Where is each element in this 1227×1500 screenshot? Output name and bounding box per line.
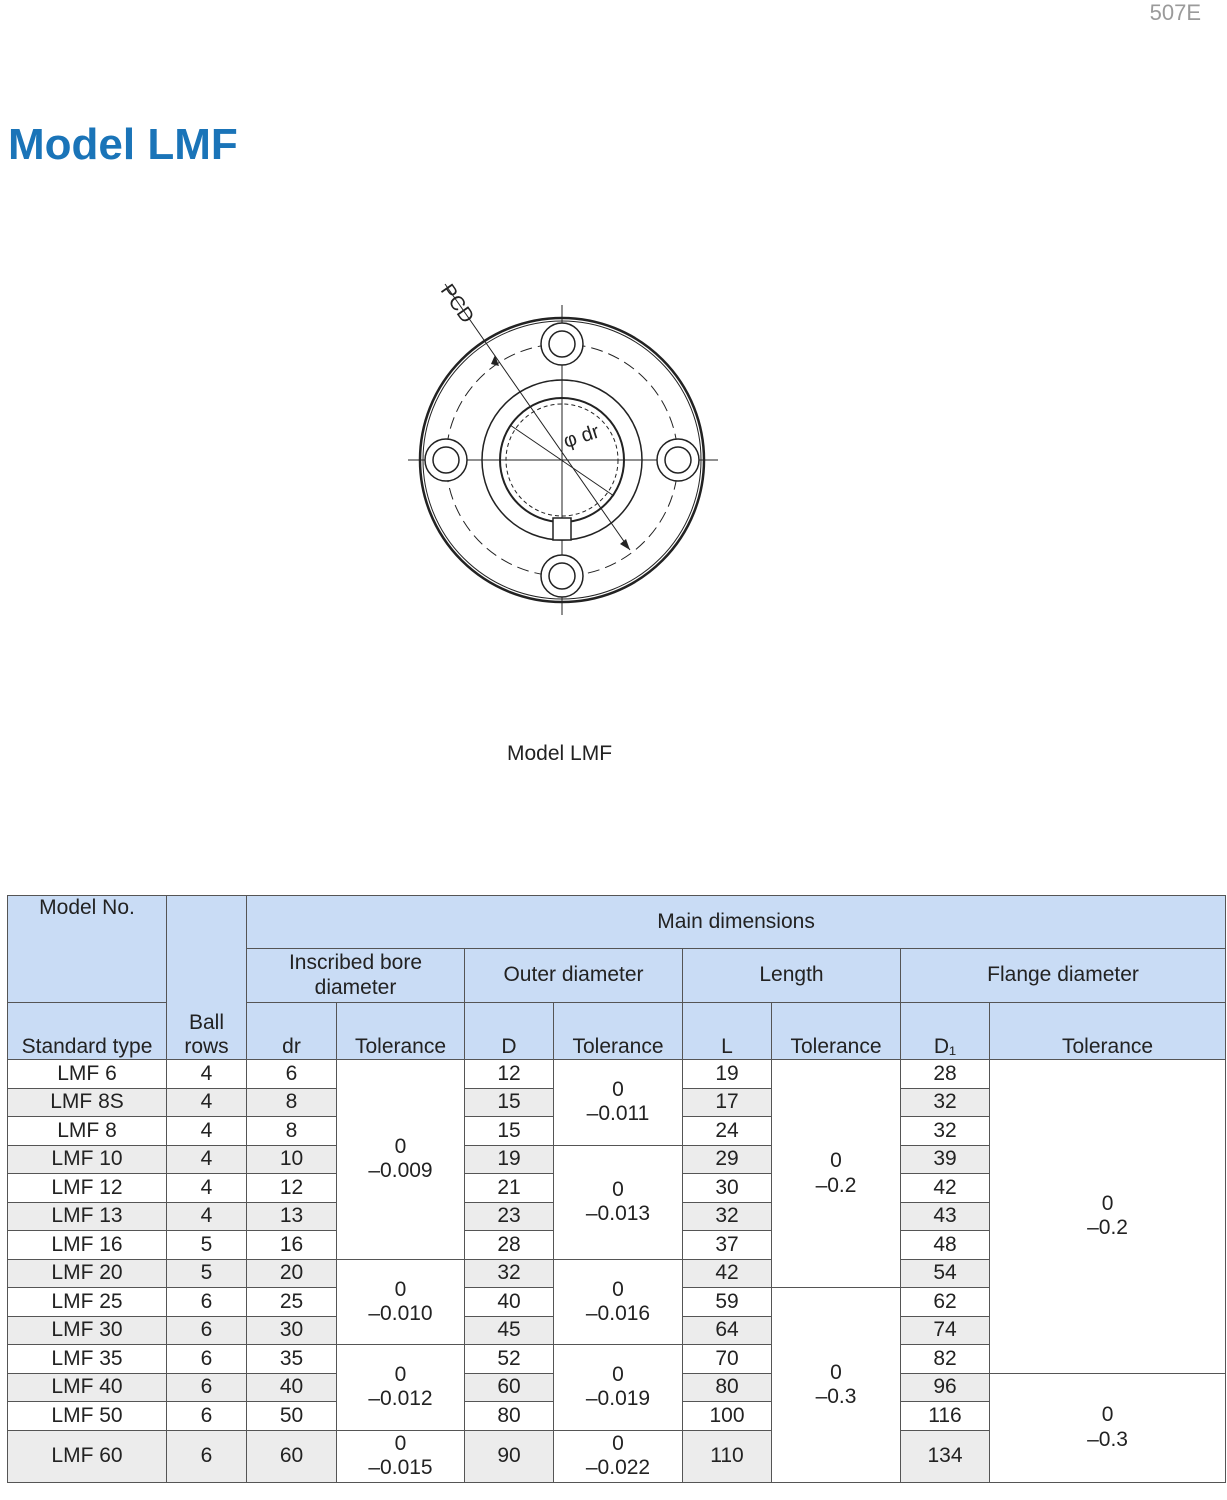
cell-D: 28 [465,1231,554,1260]
header-L: L [683,1003,772,1060]
cell-L: 24 [683,1117,772,1146]
header-ball-rows: Ball rows [167,896,247,1060]
cell-D1: 74 [901,1316,990,1345]
cell-D: 32 [465,1259,554,1288]
cell-D: 90 [465,1430,554,1482]
cell-D: 21 [465,1174,554,1203]
cell-L: 19 [683,1060,772,1089]
cell-L: 32 [683,1202,772,1231]
dr-label: φ dr [560,420,603,453]
cell-model: LMF 20 [8,1259,167,1288]
cell-D: 15 [465,1088,554,1117]
header-dr-tolerance: Tolerance [337,1003,465,1060]
cell-model: LMF 16 [8,1231,167,1260]
cell-D1: 32 [901,1088,990,1117]
tol-upper: 0 [612,1177,624,1201]
pcd-label: PCD [435,280,479,328]
cell-dr-tolerance [337,1259,465,1345]
cell-L: 100 [683,1402,772,1431]
tol-lower: –0.019 [585,1387,651,1411]
header-outer-diameter: Outer diameter [465,949,683,1003]
cell-ball-rows: 6 [167,1430,247,1482]
cell-L-tolerance [772,1288,901,1483]
cell-dr: 10 [247,1145,337,1174]
tol-upper: 0 [394,1363,407,1387]
cell-ball-rows: 6 [167,1345,247,1374]
tol-lower: –0.011 [586,1102,650,1126]
cell-D: 15 [465,1117,554,1146]
cell-dr-tolerance [337,1060,465,1260]
cell-dr: 20 [247,1259,337,1288]
cell-ball-rows: 6 [167,1402,247,1431]
cell-D: 60 [465,1373,554,1402]
cell-D1: 39 [901,1145,990,1174]
cell-model: LMF 6 [8,1060,167,1089]
header-L-tolerance: Tolerance [772,1003,901,1060]
cell-ball-rows: 6 [167,1288,247,1317]
cell-D1: 42 [901,1174,990,1203]
cell-ball-rows: 4 [167,1060,247,1089]
tol-upper: 0 [612,1431,624,1455]
cell-dr: 35 [247,1345,337,1374]
cell-D: 80 [465,1402,554,1431]
cell-L: 110 [683,1430,772,1482]
cell-model: LMF 40 [8,1373,167,1402]
cell-D1: 28 [901,1060,990,1089]
cell-model: LMF 35 [8,1345,167,1374]
cell-dr: 40 [247,1373,337,1402]
header-main-dimensions: Main dimensions [247,896,1226,949]
figure-caption: Model LMF [507,742,613,765]
cell-L: 37 [683,1231,772,1260]
tol-lower: –0.015 [368,1456,433,1479]
dimension-table [7,895,1226,1483]
cell-dr: 12 [247,1174,337,1203]
cell-D: 52 [465,1345,554,1374]
cell-ball-rows: 5 [167,1231,247,1260]
tol-upper: 0 [394,1431,407,1455]
tol-lower: –0.010 [368,1301,433,1325]
cell-D1: 116 [901,1402,990,1431]
cell-D1: 43 [901,1202,990,1231]
cell-model: LMF 13 [8,1202,167,1231]
page-title: Model LMF [8,120,238,169]
cell-D1: 32 [901,1117,990,1146]
tol-lower: –0.3 [815,1384,857,1408]
cell-D-tolerance [554,1060,683,1146]
cell-dr: 16 [247,1231,337,1260]
tol-lower: –0.009 [368,1159,433,1183]
tol-upper: 0 [612,1078,624,1102]
cell-ball-rows: 5 [167,1259,247,1288]
cell-L: 70 [683,1345,772,1374]
cell-D-tolerance [554,1259,683,1345]
cell-L: 64 [683,1316,772,1345]
cell-dr: 13 [247,1202,337,1231]
cell-model: LMF 25 [8,1288,167,1317]
cell-D1-tolerance [990,1060,1226,1374]
header-D1-tolerance: Tolerance [990,1003,1226,1060]
cell-D: 40 [465,1288,554,1317]
header-D-tolerance: Tolerance [554,1003,683,1060]
cell-ball-rows: 4 [167,1174,247,1203]
cell-D1-tolerance [990,1373,1226,1482]
cell-dr: 30 [247,1316,337,1345]
table-row [8,1060,1226,1089]
tol-lower: –0.3 [1087,1427,1128,1451]
cell-D: 45 [465,1316,554,1345]
cell-L: 30 [683,1174,772,1203]
tol-lower: –0.016 [585,1301,651,1325]
cell-D1: 62 [901,1288,990,1317]
tol-lower: –0.022 [585,1456,651,1479]
cell-ball-rows: 4 [167,1117,247,1146]
tol-upper: 0 [1101,1403,1114,1427]
tol-lower: –0.013 [585,1202,651,1225]
cell-D1: 48 [901,1231,990,1260]
tol-lower: –0.012 [368,1387,433,1411]
cell-dr-tolerance [337,1430,465,1482]
tol-upper: 0 [1101,1192,1114,1216]
cell-dr: 50 [247,1402,337,1431]
cell-ball-rows: 6 [167,1316,247,1345]
cell-D-tolerance [554,1345,683,1431]
header-model-no: Model No. [8,896,167,1003]
cell-model: LMF 8S [8,1088,167,1117]
cell-ball-rows: 4 [167,1088,247,1117]
tol-lower: –0.2 [815,1173,857,1197]
cell-ball-rows: 6 [167,1373,247,1402]
cell-D-tolerance [554,1145,683,1259]
cell-model: LMF 10 [8,1145,167,1174]
cell-D1: 54 [901,1259,990,1288]
cell-model: LMF 12 [8,1174,167,1203]
header-dr: dr [247,1003,337,1060]
cell-D: 19 [465,1145,554,1174]
cell-L-tolerance [772,1060,901,1288]
tol-upper: 0 [830,1149,842,1173]
header-length: Length [683,949,901,1003]
cell-dr: 6 [247,1060,337,1089]
tol-upper: 0 [612,1277,624,1301]
cell-model: LMF 50 [8,1402,167,1431]
tol-upper: 0 [830,1360,842,1384]
cell-L: 80 [683,1373,772,1402]
cell-L: 29 [683,1145,772,1174]
tol-upper: 0 [394,1135,407,1159]
cell-dr: 25 [247,1288,337,1317]
header-standard-type: Standard type [8,1003,167,1060]
cell-dr-tolerance [337,1345,465,1431]
cell-model: LMF 30 [8,1316,167,1345]
cell-L: 17 [683,1088,772,1117]
header-D: D [465,1003,554,1060]
tol-upper: 0 [394,1277,407,1301]
cell-D1: 82 [901,1345,990,1374]
cell-ball-rows: 4 [167,1145,247,1174]
cell-model: LMF 8 [8,1117,167,1146]
tol-lower: –0.2 [1087,1216,1128,1240]
cell-D: 23 [465,1202,554,1231]
cell-model: LMF 60 [8,1430,167,1482]
cell-L: 42 [683,1259,772,1288]
lmf-flange-drawing [380,260,740,640]
tol-upper: 0 [612,1363,624,1387]
cell-dr: 8 [247,1088,337,1117]
header-D1: D₁ [901,1003,990,1060]
cell-D-tolerance [554,1430,683,1482]
cell-dr: 8 [247,1117,337,1146]
header-flange-diameter: Flange diameter [901,949,1226,1003]
page-id: 507E [1149,0,1201,25]
cell-dr: 60 [247,1430,337,1482]
cell-D: 12 [465,1060,554,1089]
cell-D1: 134 [901,1430,990,1482]
header-inscribed-bore: Inscribed bore diameter [247,949,465,1003]
cell-L: 59 [683,1288,772,1317]
cell-D1: 96 [901,1373,990,1402]
cell-ball-rows: 4 [167,1202,247,1231]
